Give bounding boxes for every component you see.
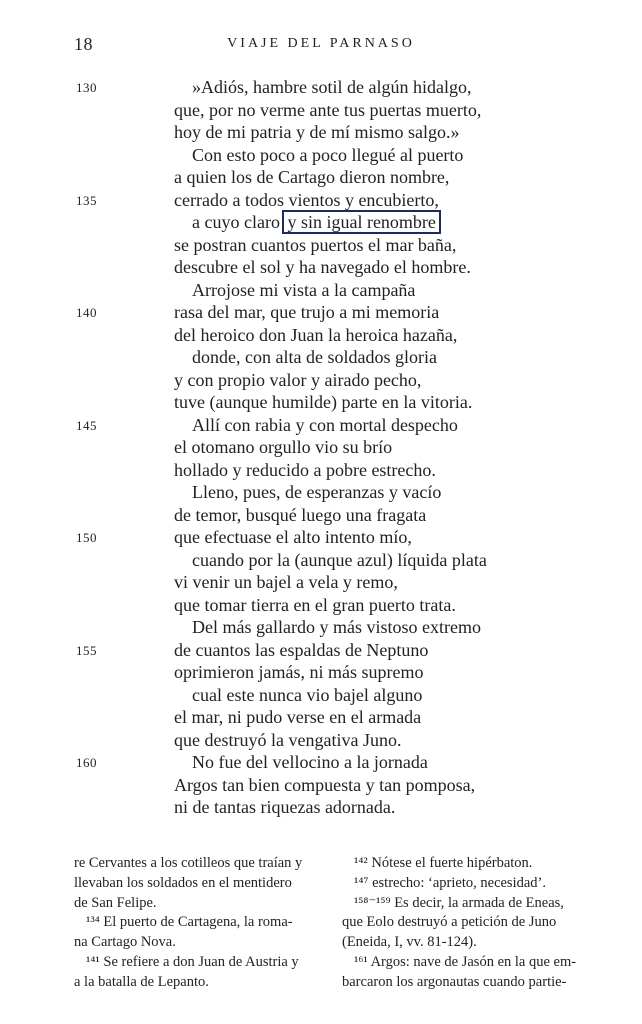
verse-text-main: del heroico don Juan la heroica hazaña, [174, 324, 458, 345]
verse-text-main: No fue del vellocino a la jornada [192, 752, 428, 772]
verse-text-main: que tomar tierra en el gran puerto trata. [174, 594, 456, 615]
verse-text-main: Del más gallardo y más vistoso extremo [192, 617, 481, 637]
verse-line [0, 661, 642, 684]
footnote-line: llevaban los soldados en el mentidero [74, 874, 292, 891]
verse-line [0, 99, 642, 122]
verse-text [174, 796, 395, 819]
verse-text [174, 121, 459, 144]
footnote-line: re Cervantes a los cotilleos que traían y [74, 855, 303, 871]
verse-text [174, 639, 428, 662]
verse-text [174, 166, 449, 189]
verse-text [174, 526, 412, 549]
verse-text [174, 774, 475, 797]
verse-text [174, 391, 472, 414]
verse-text [192, 279, 415, 302]
verse-line [0, 324, 642, 347]
footnote-line: ¹⁵⁸⁻¹⁵⁹ Es decir, la armada de Eneas, [354, 894, 564, 911]
verse-text [174, 729, 401, 752]
verse-line [0, 684, 642, 707]
verse-text [174, 706, 421, 729]
verse-text-main: que destruyó la vengativa Juno. [174, 729, 402, 750]
verse-line [0, 436, 642, 459]
verse-text [192, 346, 437, 369]
verse-text [174, 594, 456, 617]
footnote-line: ¹³⁴ El puerto de Cartagena, la roma- [86, 914, 293, 931]
page-number: 18 [74, 34, 93, 54]
verse-line [0, 526, 642, 549]
verse-line [0, 571, 642, 594]
verse-text-main: y con propio valor y airado pecho, [174, 369, 422, 390]
verse-number: 150 [76, 530, 97, 545]
verse-text-main: Argos tan bien compuesta y tan pomposa, [174, 774, 476, 795]
verse-text [192, 751, 428, 774]
footnotes-left-column [74, 854, 326, 993]
footnote-line: ¹⁴⁷ estrecho: ‘aprieto, necesidad’. [354, 874, 546, 891]
verse-text-main: Con esto poco a poco llegué al puerto [192, 144, 464, 165]
verse-text [174, 256, 471, 279]
verse-text [192, 76, 471, 99]
verse-text [174, 99, 481, 122]
verse-text-main: cual este nunca vio bajel alguno [192, 684, 423, 705]
highlighted-phrase: y sin igual renombre [284, 212, 438, 232]
verse-text-main: hoy de mi patria y de mí mismo salgo.» [174, 122, 460, 142]
verse-text-main: a quien los de Cartago dieron nombre, [174, 167, 450, 187]
verse-line [0, 549, 642, 572]
verse-text-main: se postran cuantos puertos el mar baña, [174, 234, 457, 255]
verse-text [174, 504, 426, 527]
verse-text-main: »Adiós, hambre sotil de algún hidalgo, [192, 77, 472, 97]
verse-number: 145 [76, 417, 97, 433]
verse-text [192, 549, 487, 572]
verse-text-main: hollado y reducido a pobre estrecho. [174, 459, 436, 480]
verse-text [174, 661, 423, 684]
verse-text [174, 189, 439, 212]
footnote-line: que Eolo destruyó a petición de Juno [342, 914, 557, 931]
verse-text-main: el otomano orgullo vio su brío [174, 437, 393, 457]
verse-line [0, 616, 642, 639]
verse-line [0, 639, 642, 662]
verse-line [0, 459, 642, 482]
footnote-line: de San Felipe. [74, 894, 157, 911]
verse-line [0, 369, 642, 392]
footnote-line: ¹⁴² Nótese el fuerte hipérbaton. [354, 855, 533, 871]
verse-line [0, 234, 642, 257]
verse-number: 140 [76, 305, 97, 320]
verse-number: 135 [76, 192, 97, 208]
verse-text-main: tuve (aunque humilde) parte en la vitoria. [174, 392, 473, 412]
verse-text-main: oprimieron jamás, ni más supremo [174, 662, 424, 682]
verse-line [0, 76, 642, 99]
verse-number: 130 [76, 80, 97, 95]
verse-line [0, 189, 642, 212]
verse-text-main: de cuantos las espaldas de Neptuno [174, 639, 429, 660]
verse-text-main: Arrojose mi vista a la campaña [192, 279, 416, 300]
verse-line [0, 121, 642, 144]
verse-text-main: cuando por la (aunque azul) líquida plata [192, 549, 487, 570]
verse-text-main: de temor, busqué luego una fragata [174, 504, 427, 525]
verse-text [174, 301, 439, 324]
verse-text [192, 616, 481, 639]
verse-line [0, 481, 642, 504]
footnote-line: na Cartago Nova. [74, 934, 176, 951]
verse-line [0, 346, 642, 369]
verse-line [0, 751, 642, 774]
verse-text-main: donde, con alta de soldados gloria [192, 347, 437, 367]
verse-line [0, 279, 642, 302]
verse-line [0, 144, 642, 167]
verse-text-main: vi venir un bajel a vela y remo, [174, 572, 398, 592]
verse-text [174, 324, 457, 347]
verse-line [0, 166, 642, 189]
footnote-line: ¹⁶¹ Argos: nave de Jasón en la que em- [354, 953, 577, 970]
running-head: VIAJE DEL PARNASO [227, 36, 415, 51]
verse-text-main: el mar, ni pudo verse en el armada [174, 707, 422, 727]
footnote-line: (Eneida, I, vv. 81-124). [342, 934, 477, 951]
verse-text [174, 234, 456, 257]
footnote-line: barcaron los argonautas cuando partie- [342, 973, 567, 990]
verse-text-main: ni de tantas riquezas adornada. [174, 797, 396, 817]
verse-line [0, 774, 642, 797]
verse-text [192, 144, 463, 167]
verse-text [192, 481, 441, 504]
verse-text-main: a cuyo claro [192, 212, 285, 232]
footnotes-right-column [342, 854, 600, 993]
verse-text-main: que efectuase el alto intento mío, [174, 527, 412, 547]
verse-line [0, 594, 642, 617]
verse-line [0, 796, 642, 819]
footnote-line: a la batalla de Lepanto. [74, 973, 209, 990]
verse-text [174, 571, 398, 594]
verse-line [0, 706, 642, 729]
verse-text [192, 211, 439, 234]
verse-line [0, 211, 642, 234]
poem-body [0, 76, 642, 819]
verse-text-main: cerrado a todos vientos y encubierto, [174, 189, 439, 210]
verse-text-main: Allí con rabia y con mortal despecho [192, 414, 458, 435]
verse-line [0, 391, 642, 414]
verse-number: 155 [76, 642, 97, 658]
verse-text [192, 684, 422, 707]
verse-line [0, 256, 642, 279]
verse-line [0, 414, 642, 437]
verse-number: 160 [76, 755, 97, 770]
verse-text-main: rasa del mar, que trujo a mi memoria [174, 302, 440, 322]
verse-text [192, 414, 458, 437]
verse-text [174, 369, 421, 392]
verse-line [0, 301, 642, 324]
verse-text [174, 436, 392, 459]
verse-text-main: descubre el sol y ha navegado el hombre. [174, 257, 471, 277]
verse-text-main: Lleno, pues, de esperanzas y vacío [192, 482, 442, 502]
verse-text [174, 459, 436, 482]
footnote-line: ¹⁴¹ Se refiere a don Juan de Austria y [86, 953, 299, 970]
verse-line [0, 504, 642, 527]
verse-line [0, 729, 642, 752]
verse-text-main: que, por no verme ante tus puertas muerto, [174, 99, 482, 120]
